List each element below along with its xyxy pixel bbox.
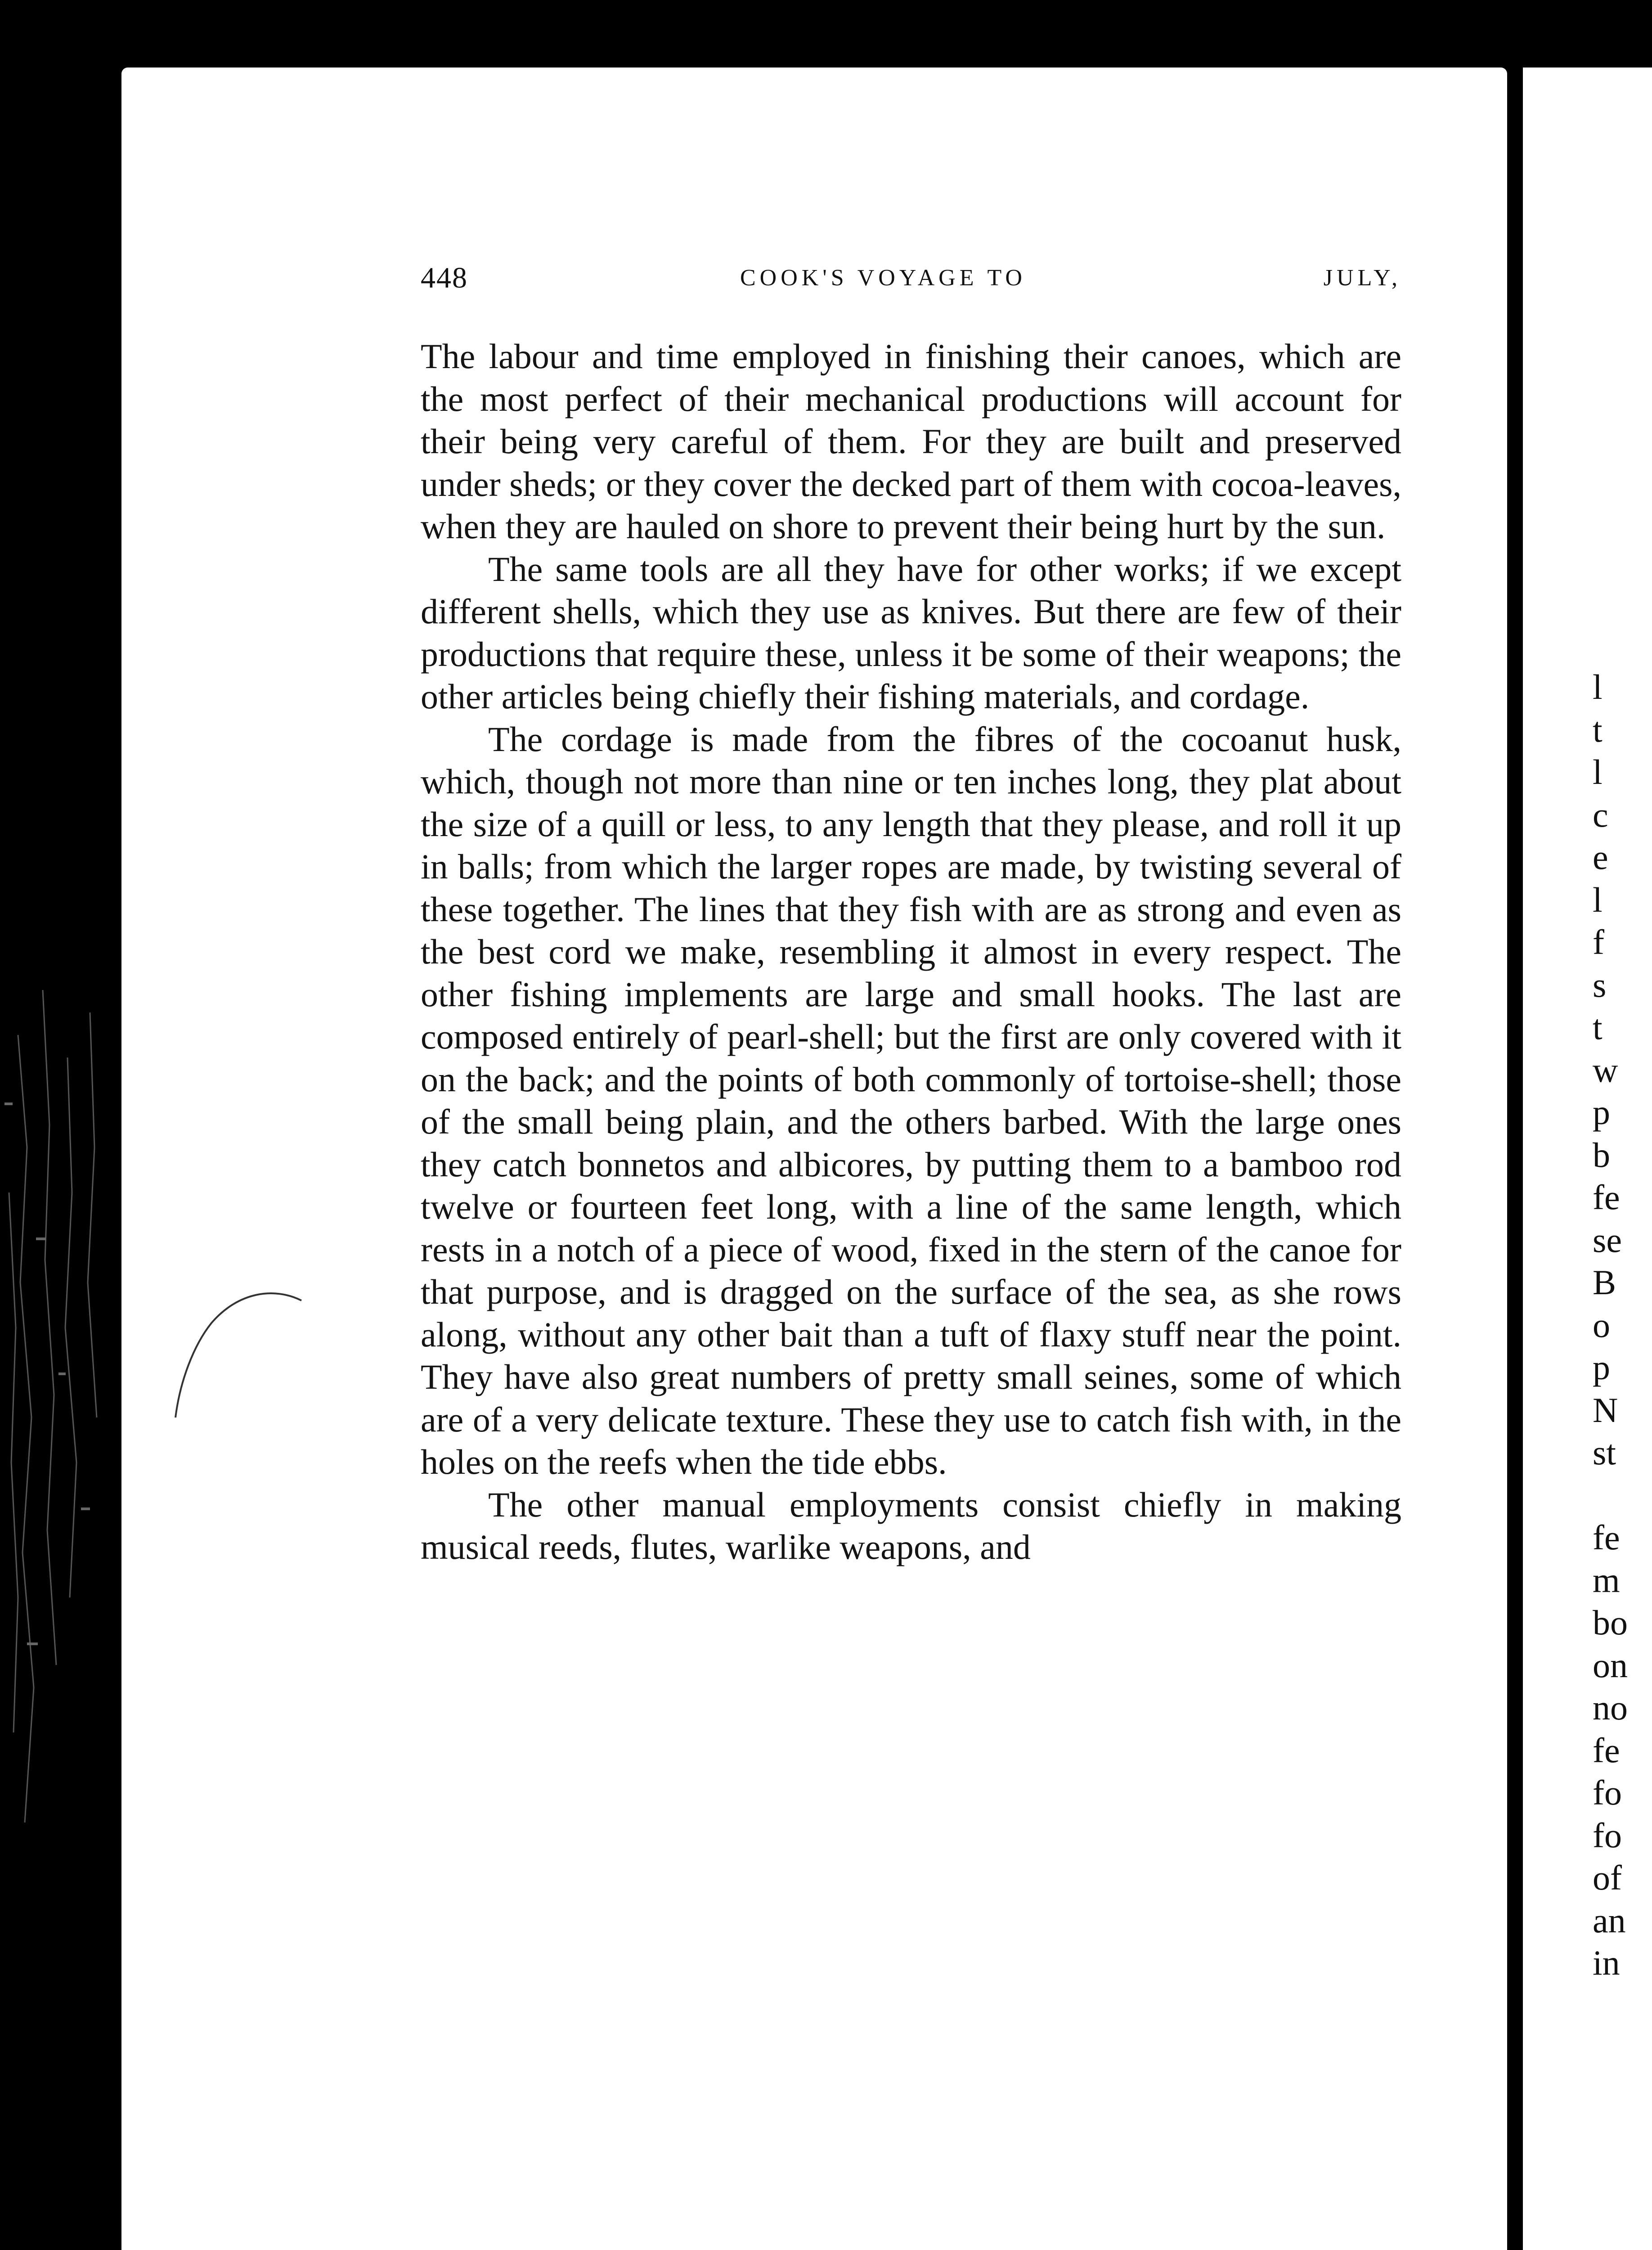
page-edge-shadow <box>0 68 121 2250</box>
paragraph-tools: The same tools are all they have for other works; if we except different shells, which they use as knives. But there are few of their productions that require these, unless it be some of their weapons; the other articles being chiefly their fishing materials, and cordage. <box>421 549 1401 716</box>
page-number: 448 <box>421 261 468 294</box>
body-text <box>421 335 1401 1569</box>
running-title: COOK'S VOYAGE TO <box>740 265 1026 291</box>
page-gutter <box>1507 68 1523 2250</box>
paragraph-canoes: The labour and time employed in finishing their canoes, which are the most perfect of their mechanical productions will account for their being very careful of them. For they are built and preserved under sheds; or they cover the decked part of them with cocoa-leaves, when they are hauled on shore to prevent their being hurt by the sun. <box>421 337 1401 546</box>
margin-pen-stroke <box>162 1282 310 1431</box>
running-month: JULY, <box>1323 265 1401 291</box>
paragraph-manual-employments: The other manual employments consist chiefly in making musical reeds, flutes, warlike weapons, and <box>421 1485 1401 1566</box>
running-header <box>421 261 1401 302</box>
facing-page-text: l t l c e l f s t w p b fe se B o p N st fe m bo on no fe fo fo of an in <box>1593 667 1628 1982</box>
paragraph-cordage: The cordage is made from the fibres of the cocoanut husk, which, though not more than nine or ten inches long, they plat about the size of a quill or less, to any length that they please, and roll it up in balls; from which the larger ropes are made, by twisting several of these together. The lines that they fish with are as strong and even as the best cord we make, resembling it almost in every respect. The other fishing implements are large and small hooks. The last are composed entirely of pearl-shell; but the first are only covered with it on the back; and the points of both commonly of tortoise-shell; those of the small being plain, and the others barbed. With the large ones they catch bonnetos and albicores, by putting them to a bamboo rod twelve or fourteen feet long, with a line of the same length, which rests in a notch of a piece of wood, fixed in the stern of the canoe for that purpose, and is dragged on the surface of the sea, as she rows along, without any other bait than a tuft of flaxy stuff near the point. They have also great numbers of pretty small seines, some of which are of a very delicate texture. These they use to catch fish with, in the holes on the reefs when the tide ebbs. <box>421 719 1401 1481</box>
